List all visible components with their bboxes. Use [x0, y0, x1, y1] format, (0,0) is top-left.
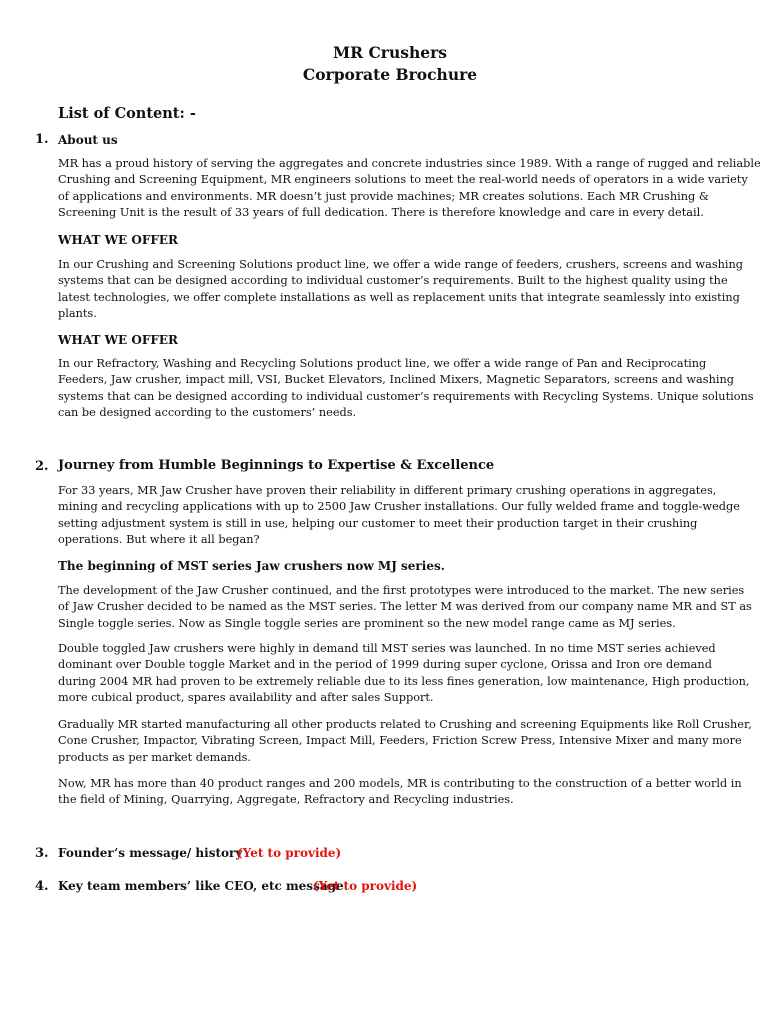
section-1-paragraph-2	[58, 257, 744, 323]
text-line: can be designed according to the customers’ needs.	[58, 406, 357, 420]
section-4-number: 4.	[35, 879, 49, 894]
text-line: plants.	[58, 307, 97, 321]
text-line: systems that can be designed according to individual customer’s requirements. Built to the highest quality using the	[58, 274, 728, 288]
text-line: Double toggled Jaw crushers were highly in demand till MST series was launched. In no time MST series achieved	[58, 642, 716, 655]
section-1-subheading-2: WHAT WE OFFER	[58, 333, 178, 347]
document-title-line2: Corporate Brochure	[302, 65, 478, 84]
table-of-contents-label: List of Content: -	[58, 105, 196, 122]
section-2-heading: Journey from Humble Beginnings to Expertise & Excellence	[58, 458, 495, 473]
text-line: Screening Unit is the result of 33 years of full dedication. There is therefore knowledge and care in every detail.	[58, 206, 704, 220]
section-3-pending-note: (Yet to provide)	[237, 846, 342, 860]
section-1-paragraph-1	[58, 156, 761, 222]
text-line: For 33 years, MR Jaw Crusher have proven their reliability in different primary crushing operations in aggregates,	[58, 484, 717, 497]
text-line: during 2004 MR had proven to be extremely reliable due to its less fines generation, low maintenance, High production,	[58, 674, 750, 688]
section-1-heading: About us	[58, 133, 118, 147]
text-line: setting adjustment system is still in use, helping our customer to meet their production target in their crushing	[58, 516, 698, 530]
text-line: products as per market demands.	[58, 750, 251, 764]
text-line: of applications and environments. MR doesn’t just provide machines; MR creates solutions. Each MR Crushing &	[58, 189, 709, 203]
section-3-heading: Founder’s message/ history	[58, 846, 243, 860]
text-line: more cubical product, spares availability and after sales Support.	[58, 691, 434, 705]
text-line: dominant over Double toggle Market and in the period of 1999 during super cyclone, Orissa and Iron ore demand	[58, 658, 712, 672]
text-line: Feeders, Jaw crusher, impact mill, VSI, Bucket Elevators, Inclined Mixers, Magnetic Separators, screens and washing	[58, 373, 734, 387]
section-4-pending-note: (Yet to provide)	[313, 879, 418, 893]
text-line: In our Refractory, Washing and Recycling Solutions product line, we offer a wide range of Pan and Reciprocating	[58, 357, 707, 370]
text-line: In our Crushing and Screening Solutions product line, we offer a wide range of feeders, crushers, screens and washing	[58, 258, 744, 271]
text-line: MR has a proud history of serving the aggregates and concrete industries since 1989. With a range of rugged and reliable	[58, 157, 761, 170]
section-1-subheading-1: WHAT WE OFFER	[58, 233, 178, 247]
section-3-number: 3.	[35, 846, 49, 861]
text-line: systems that can be designed according to individual customer’s requirements with Recycling Systems. Unique solutions	[58, 389, 754, 403]
section-2-paragraph-2	[58, 583, 752, 632]
section-4-heading: Key team members’ like CEO, etc message	[58, 879, 344, 893]
section-2-paragraph-1	[58, 483, 740, 549]
text-line: Cone Crusher, Impactor, Vibrating Screen, Impact Mill, Feeders, Friction Screw Press, Intensive Mixer and many more	[58, 734, 742, 748]
text-line: Single toggle series. Now as Single toggle series are prominent so the new model range came as MJ series.	[58, 616, 676, 630]
text-line: of Jaw Crusher decided to be named as the MST series. The letter M was derived from our company name MR and ST as	[58, 600, 752, 614]
document-title-line1: MR Crushers	[333, 43, 447, 62]
section-1-paragraph-3	[58, 356, 754, 422]
text-line: the field of Mining, Quarrying, Aggregate, Refractory and Recycling industries.	[58, 793, 514, 807]
section-1-number: 1.	[35, 132, 49, 147]
text-line: Now, MR has more than 40 product ranges and 200 models, MR is contributing to the construction of a better world in	[58, 777, 742, 790]
text-line: mining and recycling applications with up to 2500 Jaw Crusher installations. Our fully welded frame and toggle-wedge	[58, 500, 740, 514]
section-2-paragraph-3	[58, 641, 750, 707]
section-2-paragraph-4	[58, 717, 752, 766]
text-line: Crushing and Screening Equipment, MR engineers solutions to meet the real-world needs of operators in a wide variety	[58, 173, 748, 187]
section-2-subheading: The beginning of MST series Jaw crushers now MJ series.	[58, 559, 445, 573]
text-line: The development of the Jaw Crusher continued, and the first prototypes were introduced to the market. The new series	[58, 584, 745, 597]
section-2-number: 2.	[35, 459, 49, 474]
section-2-paragraph-5	[58, 776, 742, 809]
text-line: operations. But where it all began?	[58, 533, 260, 547]
text-line: Gradually MR started manufacturing all other products related to Crushing and screening Equipments like Roll Crusher,	[58, 718, 752, 731]
text-line: latest technologies, we offer complete installations as well as replacement units that integrate seamlessly into existing	[58, 290, 740, 304]
